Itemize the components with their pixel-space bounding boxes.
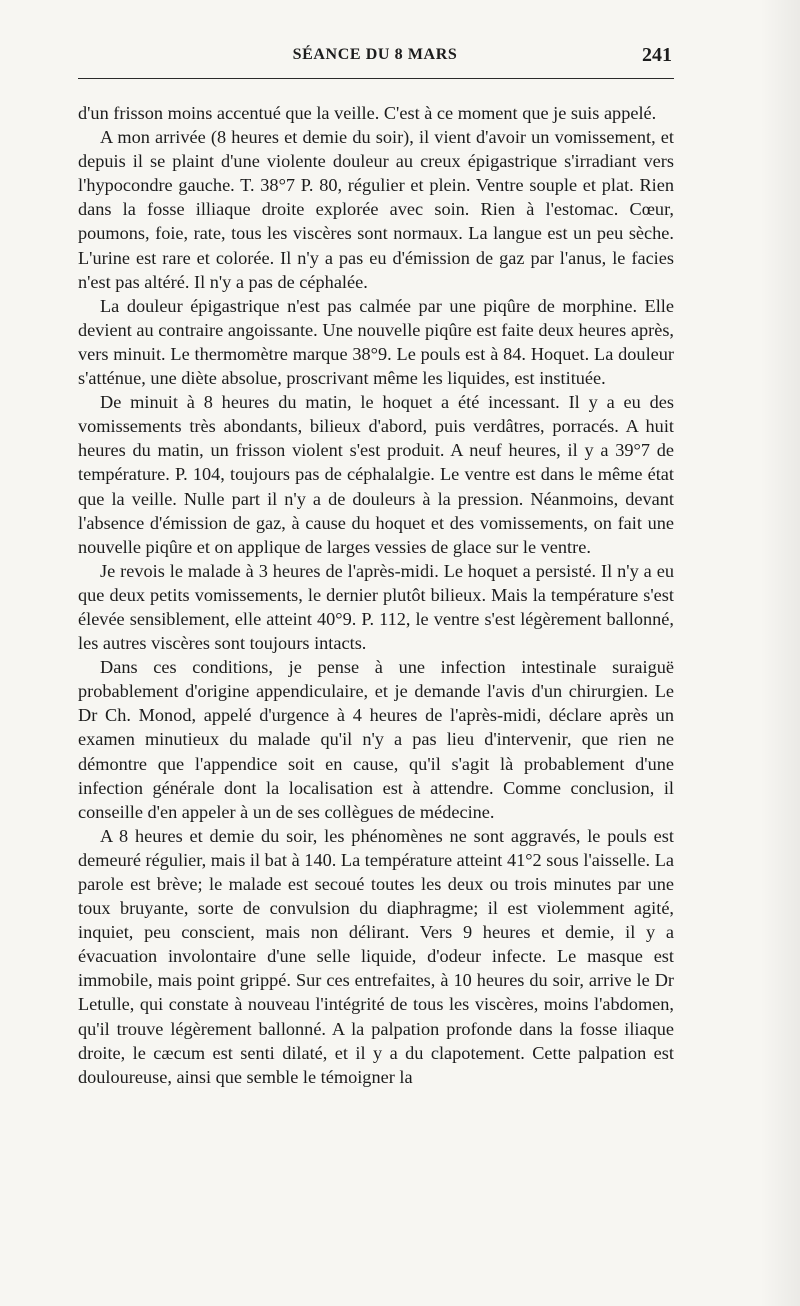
page-number: 241 [642,44,672,66]
body-text [78,101,674,1089]
page-header [78,44,672,70]
paragraph-6: Dans ces conditions, je pense à une infection intestinale suraiguë probablement d'origine appendiculaire, et je demande l'avis d'un chirurgien. Le Dr Ch. Monod, appelé d'urgence à 4 heures de l'après-midi, déclare après un examen minutieux du malade qu'il n'y a pas lieu d'intervenir, que rien ne démontre que l'appendice soit en cause, qu'il s'agit là probablement d'une infection générale dont la localisation est à attendre. Comme conclusion, il conseille d'en appeler à un de ses collègues de médecine. [78,657,674,822]
paragraph-7: A 8 heures et demie du soir, les phénomènes ne sont aggravés, le pouls est demeuré régulier, mais il bat à 140. La température atteint 41°2 sous l'aisselle. La parole est brève; le malade est secoué toutes les deux ou trois minutes par une toux bruyante, sorte de convulsion du diaphragme; il est violemment agité, inquiet, peu conscient, mais non délirant. Vers 9 heures et demie, il y a évacuation involontaire d'une selle liquide, d'odeur infecte. Le masque est immobile, mais point grippé. Sur ces entrefaites, à 10 heures du soir, arrive le Dr Letulle, qui constate à nouveau l'intégrité de tous les viscères, moins l'abdomen, qu'il trouve légèrement ballonné. A la palpation profonde dans la fosse iliaque droite, le cæcum est senti dilaté, et il y a du clapotement. Cette palpation est douloureuse, ainsi que semble le témoigner la [78,825,674,1087]
paragraph-5: Je revois le malade à 3 heures de l'après-midi. Le hoquet a persisté. Il n'y a eu que deux petits vomissements, le dernier plutôt bilieux. Mais la température s'est élevée sensiblement, elle atteint 40°9. P. 112, le ventre s'est légèrement ballonné, les autres viscères sont toujours intacts. [78,560,674,654]
paragraph-3: La douleur épigastrique n'est pas calmée par une piqûre de morphine. Elle devient au contraire angoissante. Une nouvelle piqûre est faite deux heures après, vers minuit. Le thermomètre marque 38°9. Le pouls est à 84. Hoquet. La douleur s'atténue, une diète absolue, proscrivant même les liquides, est instituée. [78,295,674,389]
header-rule [78,78,674,79]
paragraph-2: A mon arrivée (8 heures et demie du soir), il vient d'avoir un vomissement, et depuis il se plaint d'une violente douleur au creux épigastrique s'irradiant vers l'hypocondre gauche. T. 38°7 P. 80, régulier et plein. Ventre souple et plat. Rien dans la fosse illiaque droite explorée avec soin. Rien à l'estomac. Cœur, poumons, foie, rate, tous les viscères sont normaux. La langue est un peu sèche. L'urine est rare et colorée. Il n'y a pas eu d'émission de gaz par l'anus, le facies n'est pas altéré. Il n'y a pas de céphalée. [78,127,674,292]
paragraph-1: d'un frisson moins accentué que la veille. C'est à ce moment que je suis appelé. [78,103,657,123]
page-edge-shadow [760,0,800,1306]
running-title: SÉANCE DU 8 MARS [292,46,458,63]
paragraph-4: De minuit à 8 heures du matin, le hoquet a été incessant. Il y a eu des vomissements très abondants, bilieux d'abord, puis verdâtres, porracés. A huit heures du matin, un frisson violent s'est produit. A neuf heures, il y a 39°7 de température. P. 104, toujours pas de céphalalgie. Le ventre est dans le même état que la veille. Nulle part il n'y a de douleurs à la pression. Néanmoins, devant l'absence d'émission de gaz, à cause du hoquet et des vomissements, on fait une nouvelle piqûre et on applique de larges vessies de glace sur le ventre. [78,392,674,557]
